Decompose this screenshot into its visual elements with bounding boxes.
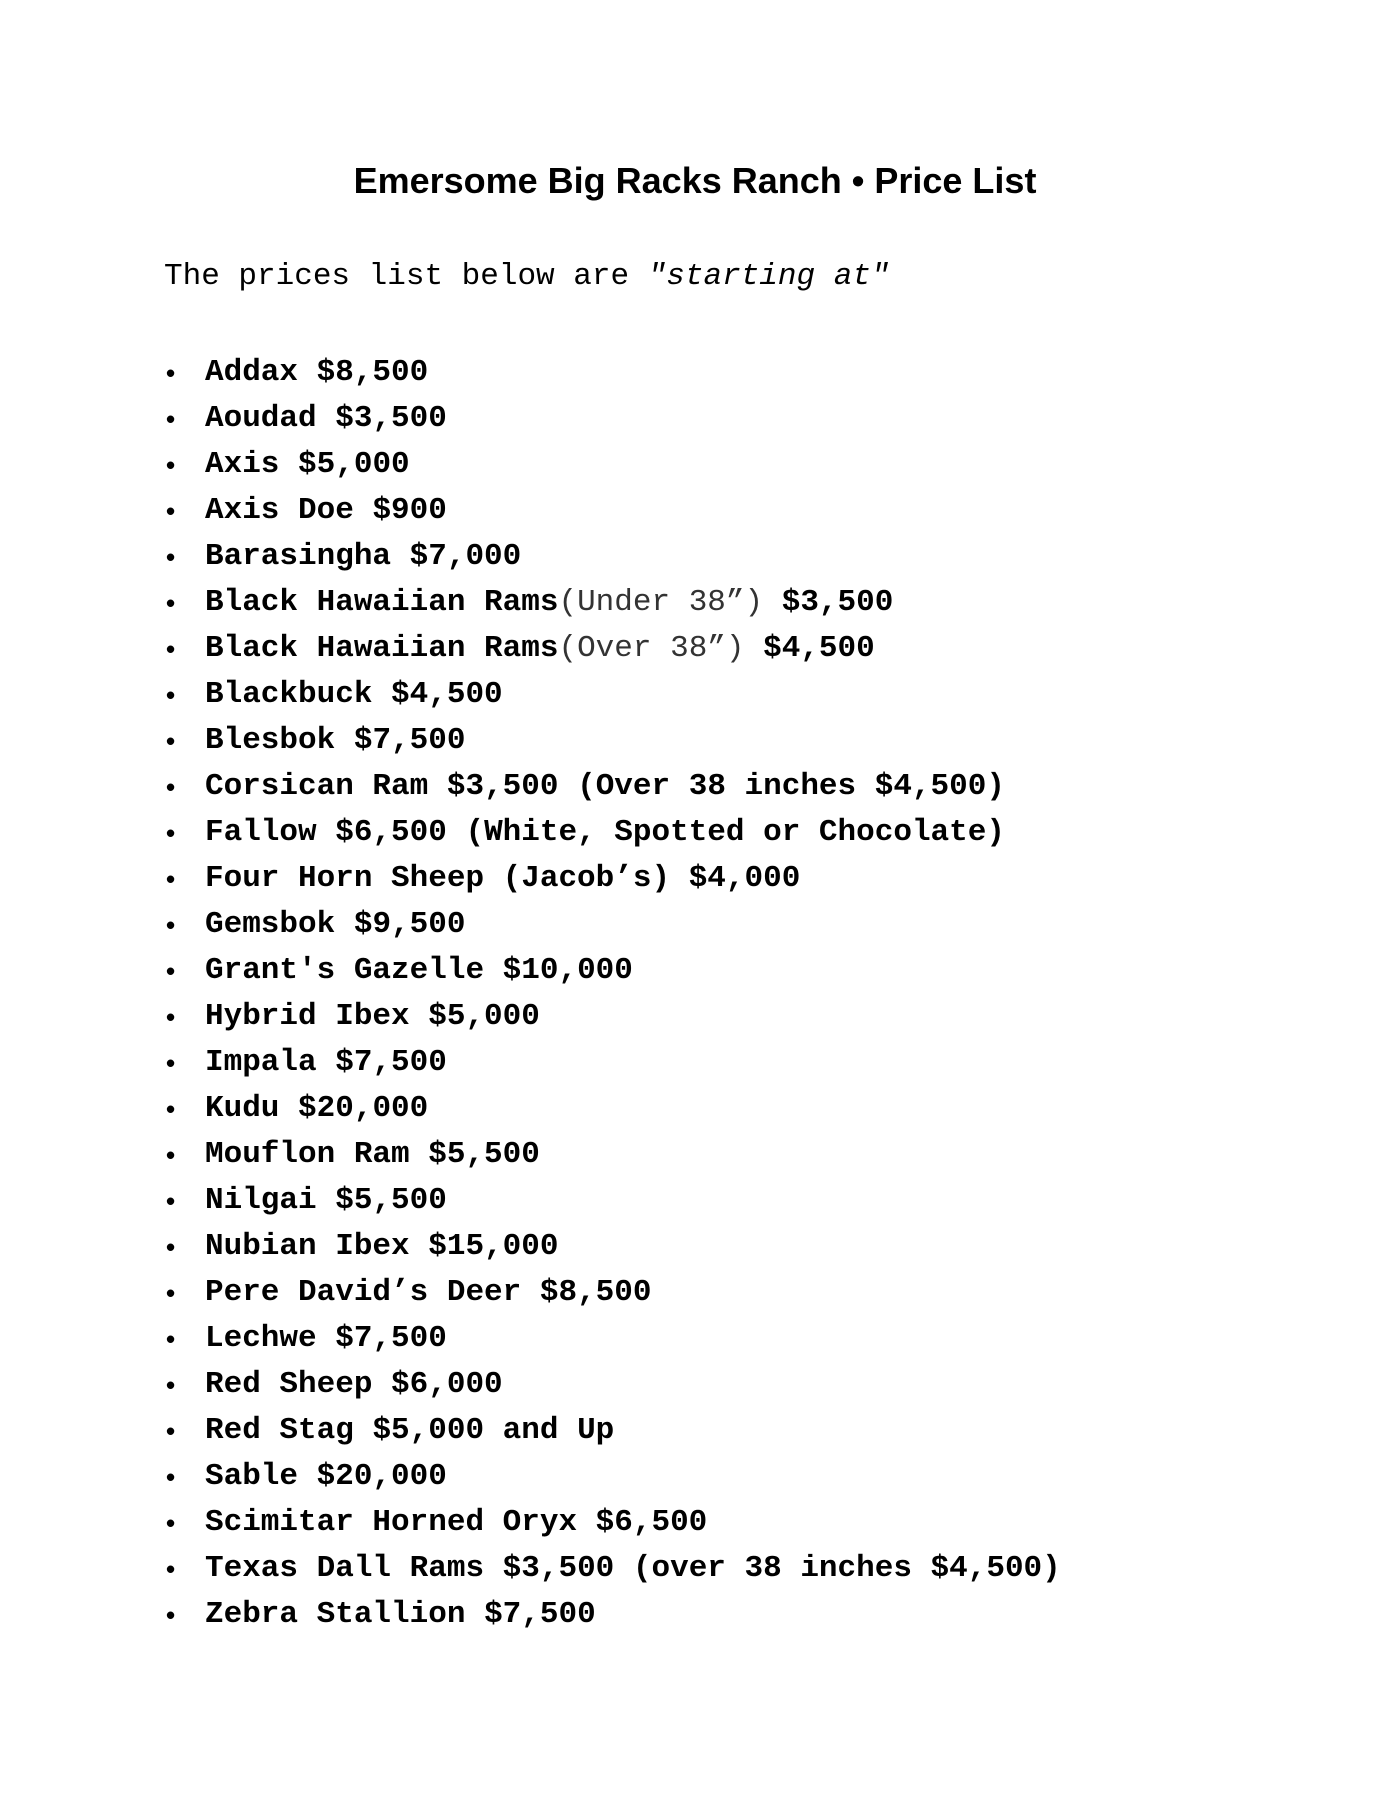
item-name: Axis Doe: [205, 493, 354, 528]
item-name: Nubian Ibex: [205, 1229, 410, 1264]
item-name: Four Horn Sheep (Jacob’s): [205, 861, 671, 896]
list-item: [164, 442, 1061, 488]
item-price: $4,500: [391, 677, 503, 712]
item-price: $3,500: [446, 769, 559, 804]
list-item: [164, 1546, 1061, 1592]
item-name: Axis: [205, 447, 280, 482]
list-item: [164, 764, 1061, 810]
bullet-icon: •: [166, 1600, 176, 1630]
item-name: Sable: [205, 1459, 299, 1494]
list-item: [164, 396, 1061, 442]
item-name: Red Sheep: [205, 1367, 373, 1402]
list-item: [164, 1316, 1061, 1362]
intro-text: The prices list below are: [164, 259, 648, 294]
bullet-icon: •: [166, 404, 176, 434]
list-item: [164, 994, 1061, 1040]
bullet-icon: •: [166, 1094, 176, 1124]
item-price: $7,500: [335, 1321, 447, 1356]
bullet-icon: •: [166, 956, 176, 986]
item-note: (Over 38”): [558, 631, 745, 666]
price-list: [164, 350, 1061, 1638]
item-extra: (over 38 inches $4,500): [632, 1551, 1061, 1586]
item-name: Barasingha: [205, 539, 392, 574]
item-name: Mouflon Ram: [205, 1137, 410, 1172]
item-price: $900: [372, 493, 447, 528]
list-item: [164, 1454, 1061, 1500]
bullet-icon: •: [166, 772, 176, 802]
item-price: $5,500: [335, 1183, 447, 1218]
list-item: [164, 856, 1061, 902]
page-title: Emersome Big Racks Ranch • Price List: [353, 160, 1037, 201]
bullet-icon: •: [166, 1278, 176, 1308]
item-name: Addax: [205, 355, 299, 390]
item-price: $10,000: [502, 953, 633, 988]
bullet-icon: •: [166, 1370, 176, 1400]
item-name: Red Stag: [205, 1413, 354, 1448]
bullet-icon: •: [166, 1002, 176, 1032]
bullet-icon: •: [166, 726, 176, 756]
item-price: $6,500: [595, 1505, 708, 1540]
item-price: $3,500: [502, 1551, 615, 1586]
item-name: Fallow: [205, 815, 317, 850]
item-price: $5,500: [428, 1137, 540, 1172]
item-extra: and Up: [502, 1413, 615, 1448]
item-price: $7,500: [353, 723, 466, 758]
item-price: $20,000: [298, 1091, 429, 1126]
item-name: Blesbok: [205, 723, 336, 758]
bullet-icon: •: [166, 588, 176, 618]
bullet-icon: •: [166, 1324, 176, 1354]
list-item: [164, 1178, 1061, 1224]
item-extra: (White, Spotted or Chocolate): [465, 815, 1005, 850]
item-price: $8,500: [539, 1275, 652, 1310]
bullet-icon: •: [166, 450, 176, 480]
item-name: Nilgai: [205, 1183, 317, 1218]
item-price: $3,500: [781, 585, 894, 620]
item-price: $7,000: [409, 539, 522, 574]
intro-line: [164, 259, 890, 294]
item-name: Aoudad: [205, 401, 317, 436]
bullet-icon: •: [166, 1462, 176, 1492]
item-price: $4,000: [688, 861, 801, 896]
list-item: [164, 902, 1061, 948]
bullet-icon: •: [166, 358, 176, 388]
bullet-icon: •: [166, 1554, 176, 1584]
bullet-icon: •: [166, 680, 176, 710]
item-name: Lechwe: [205, 1321, 317, 1356]
bullet-icon: •: [166, 864, 176, 894]
item-price: $5,000: [298, 447, 410, 482]
item-name: Kudu: [205, 1091, 280, 1126]
item-price: $6,500: [335, 815, 447, 850]
item-name: Gemsbok: [205, 907, 336, 942]
item-price: $15,000: [428, 1229, 559, 1264]
item-name: Scimitar Horned Oryx: [205, 1505, 578, 1540]
bullet-icon: •: [166, 496, 176, 526]
bullet-icon: •: [166, 634, 176, 664]
item-name: Zebra Stallion: [205, 1597, 466, 1632]
bullet-icon: •: [166, 1140, 176, 1170]
bullet-icon: •: [166, 1186, 176, 1216]
item-price: $5,000: [428, 999, 540, 1034]
item-price: $7,500: [335, 1045, 447, 1080]
bullet-icon: •: [166, 1048, 176, 1078]
list-item: [164, 1362, 1061, 1408]
item-name: Black Hawaiian Rams: [205, 631, 559, 666]
item-price: $5,000: [372, 1413, 485, 1448]
item-note: (Under 38”): [558, 585, 764, 620]
list-item: [164, 948, 1061, 994]
list-item: [164, 534, 1061, 580]
list-item: [164, 718, 1061, 764]
list-item: [164, 1408, 1061, 1454]
item-name: Black Hawaiian Rams: [205, 585, 559, 620]
item-name: Impala: [205, 1045, 317, 1080]
list-item: [164, 810, 1061, 856]
list-item: [164, 488, 1061, 534]
list-item: [164, 626, 1061, 672]
list-item: [164, 1224, 1061, 1270]
item-name: Texas Dall Rams: [205, 1551, 485, 1586]
list-item: [164, 1592, 1061, 1638]
list-item: [164, 1270, 1061, 1316]
list-item: [164, 1132, 1061, 1178]
list-item: [164, 350, 1061, 396]
item-name: Corsican Ram: [205, 769, 429, 804]
bullet-icon: •: [166, 1508, 176, 1538]
item-price: $6,000: [391, 1367, 503, 1402]
bullet-icon: •: [166, 1232, 176, 1262]
intro-emphasis: "starting at": [647, 259, 890, 294]
item-price: $20,000: [316, 1459, 447, 1494]
item-price: $8,500: [316, 355, 429, 390]
list-item: [164, 672, 1061, 718]
item-name: Pere David’s Deer: [205, 1275, 522, 1310]
bullet-icon: •: [166, 542, 176, 572]
bullet-icon: •: [166, 818, 176, 848]
item-name: Hybrid Ibex: [205, 999, 410, 1034]
bullet-icon: •: [166, 1416, 176, 1446]
item-price: $3,500: [335, 401, 447, 436]
list-item: [164, 1040, 1061, 1086]
bullet-icon: •: [166, 910, 176, 940]
item-price: $4,500: [763, 631, 875, 666]
item-price: $7,500: [484, 1597, 596, 1632]
list-item: [164, 1086, 1061, 1132]
item-name: Grant's Gazelle: [205, 953, 485, 988]
list-item: [164, 580, 1061, 626]
item-name: Blackbuck: [205, 677, 373, 712]
list-item: [164, 1500, 1061, 1546]
item-extra: (Over 38 inches $4,500): [577, 769, 1005, 804]
item-price: $9,500: [353, 907, 466, 942]
